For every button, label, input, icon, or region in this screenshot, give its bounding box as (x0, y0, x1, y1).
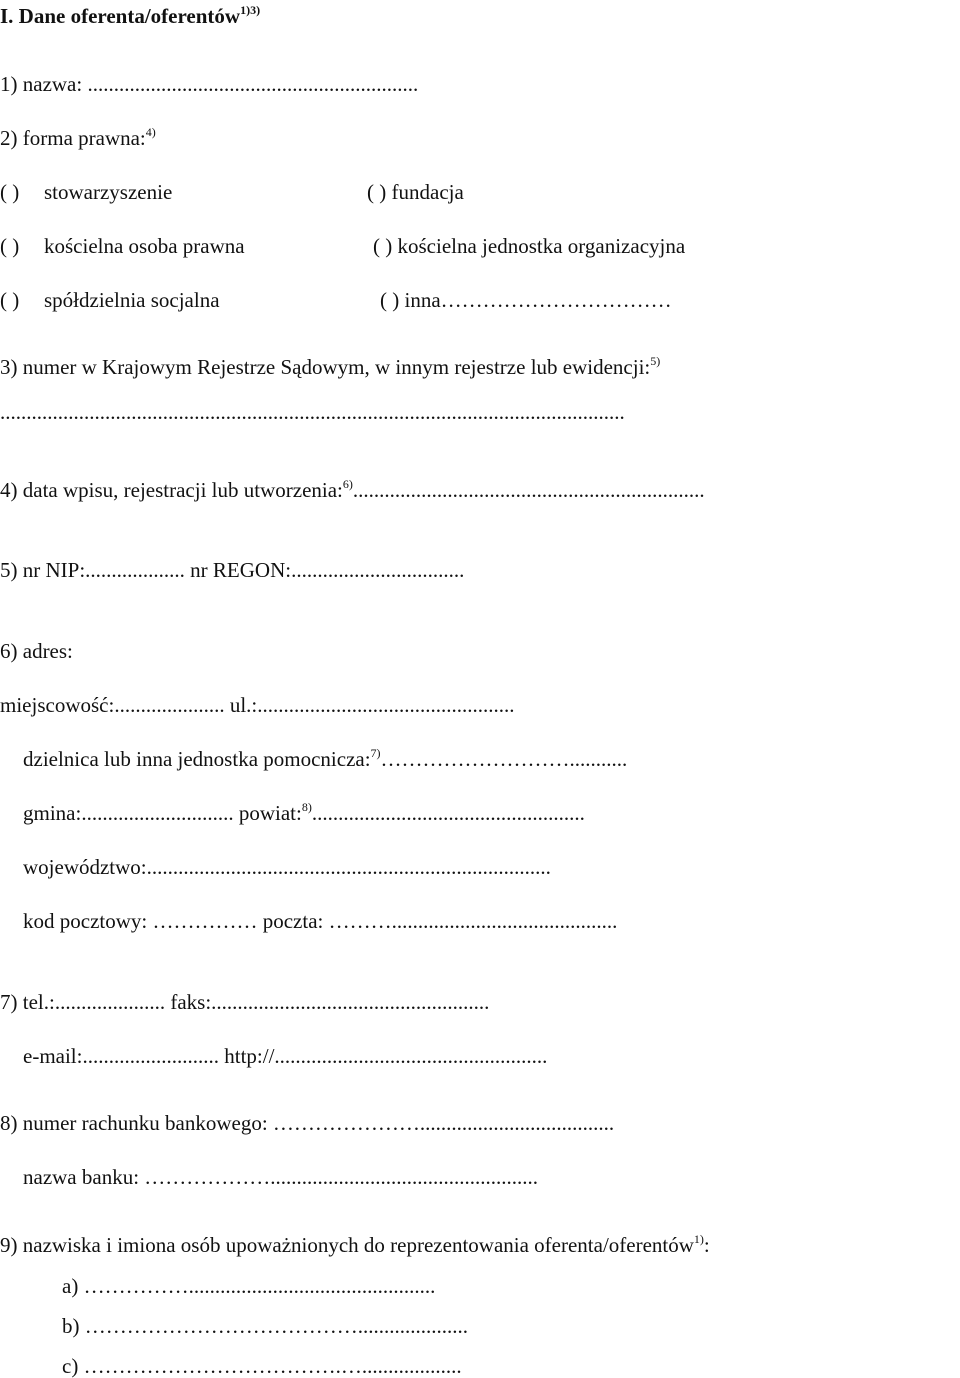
field-osoba-c[interactable]: c) ……………………………….…................... (62, 1354, 462, 1378)
field-nip-regon[interactable] (0, 560, 464, 581)
checkbox[interactable]: ( ) (0, 288, 20, 312)
adres-label: 6) adres: (0, 639, 73, 663)
poczta-field[interactable]: ………........................................... (323, 909, 618, 933)
forma-prawna-label: 2) forma prawna:$^{4)}$ (0, 125, 156, 150)
kod-field[interactable]: …………… (147, 909, 258, 933)
nip-field[interactable]: ................... (85, 558, 185, 582)
checkbox[interactable]: ( ) (0, 234, 20, 258)
powiat-field[interactable]: .................................................... (311, 801, 585, 825)
checkbox[interactable]: ( ) (0, 180, 20, 204)
field-email-http[interactable]: e-mail:.......................... http://.................................................... (23, 1044, 548, 1068)
miejscowosc-field[interactable]: ..................... (114, 693, 225, 717)
regon-label: nr REGON: (184, 558, 292, 582)
field-wojewodztwo[interactable]: województwo:............................................................................. (23, 855, 551, 879)
option-koscielna-osoba-prawna[interactable]: ( ) kościelna osoba prawna (0, 234, 245, 258)
regon-field[interactable]: ................................. (291, 558, 465, 582)
field-krs[interactable]: ....................................................................................................................... (0, 400, 625, 424)
ul-field[interactable]: ................................................. (257, 693, 515, 717)
gmina-field[interactable]: ............................. (81, 801, 234, 825)
option-fundacja[interactable]: ( ) fundacja (367, 180, 464, 204)
field-nazwa[interactable]: 1) nazwa: ............................................................... (0, 72, 419, 96)
field-data-wpisu[interactable]: 4) data wpisu, rejestracji lub utworzenia:$^{6)}$................................................................... (0, 477, 705, 502)
http-field[interactable]: .................................................... (274, 1044, 548, 1068)
option-inna[interactable]: ( ) inna…………………………… (380, 288, 672, 312)
checkbox[interactable]: ( ) (373, 234, 393, 258)
field-osoba-b[interactable]: b) …………………………………..................... (62, 1314, 468, 1338)
field-nazwa-banku[interactable]: nazwa banku: ………………................................................... (23, 1165, 539, 1189)
email-field[interactable]: .......................... (82, 1044, 219, 1068)
option-stowarzyszenie[interactable]: ( ) stowarzyszenie (0, 180, 173, 204)
field-gmina-powiat[interactable]: gmina:............................. powiat:$^{8)}$.................................................... (23, 800, 585, 825)
field-tel-faks[interactable]: 7) tel.:..................... faks:..................................................... (0, 990, 490, 1014)
field-rachunek[interactable]: 8) numer rachunku bankowego: …………………..................................... (0, 1111, 615, 1135)
field-kod-poczta[interactable]: kod pocztowy: …………… poczta: ………........................................... (23, 909, 618, 933)
tel-field[interactable]: ..................... (54, 990, 166, 1014)
upowaznieni-label: 9) nazwiska i imiona osób upoważnionych do reprezentowania oferenta/oferentów$^{1)}$: (0, 1232, 710, 1257)
checkbox[interactable]: ( ) (367, 180, 387, 204)
option-koscielna-jednostka[interactable]: ( ) kościelna jednostka organizacyjna (373, 234, 686, 258)
faks-field[interactable]: ..................................................... (211, 990, 490, 1014)
section-title: I. Dane oferenta/oferentów$^{1)3)}$ (0, 3, 261, 28)
option-spoldzielnia-socjalna[interactable]: ( ) spółdzielnia socjalna (0, 288, 220, 312)
checkbox[interactable]: ( ) (380, 288, 400, 312)
title-footnote: 1)3) (240, 3, 261, 17)
field-dzielnica[interactable]: dzielnica lub inna jednostka pomocnicza:$^{7)}$………………………........... (23, 746, 628, 771)
nip-label: 5) nr NIP: (0, 558, 86, 582)
field-osoba-a[interactable]: a) ……………............................................... (62, 1274, 436, 1298)
field-miejscowosc-ul[interactable]: miejscowość:..................... ul.:................................................. (0, 693, 515, 717)
krs-label: 3) numer w Krajowym Rejestrze Sądowym, w innym rejestrze lub ewidencji:$^{5)}$ (0, 354, 661, 379)
